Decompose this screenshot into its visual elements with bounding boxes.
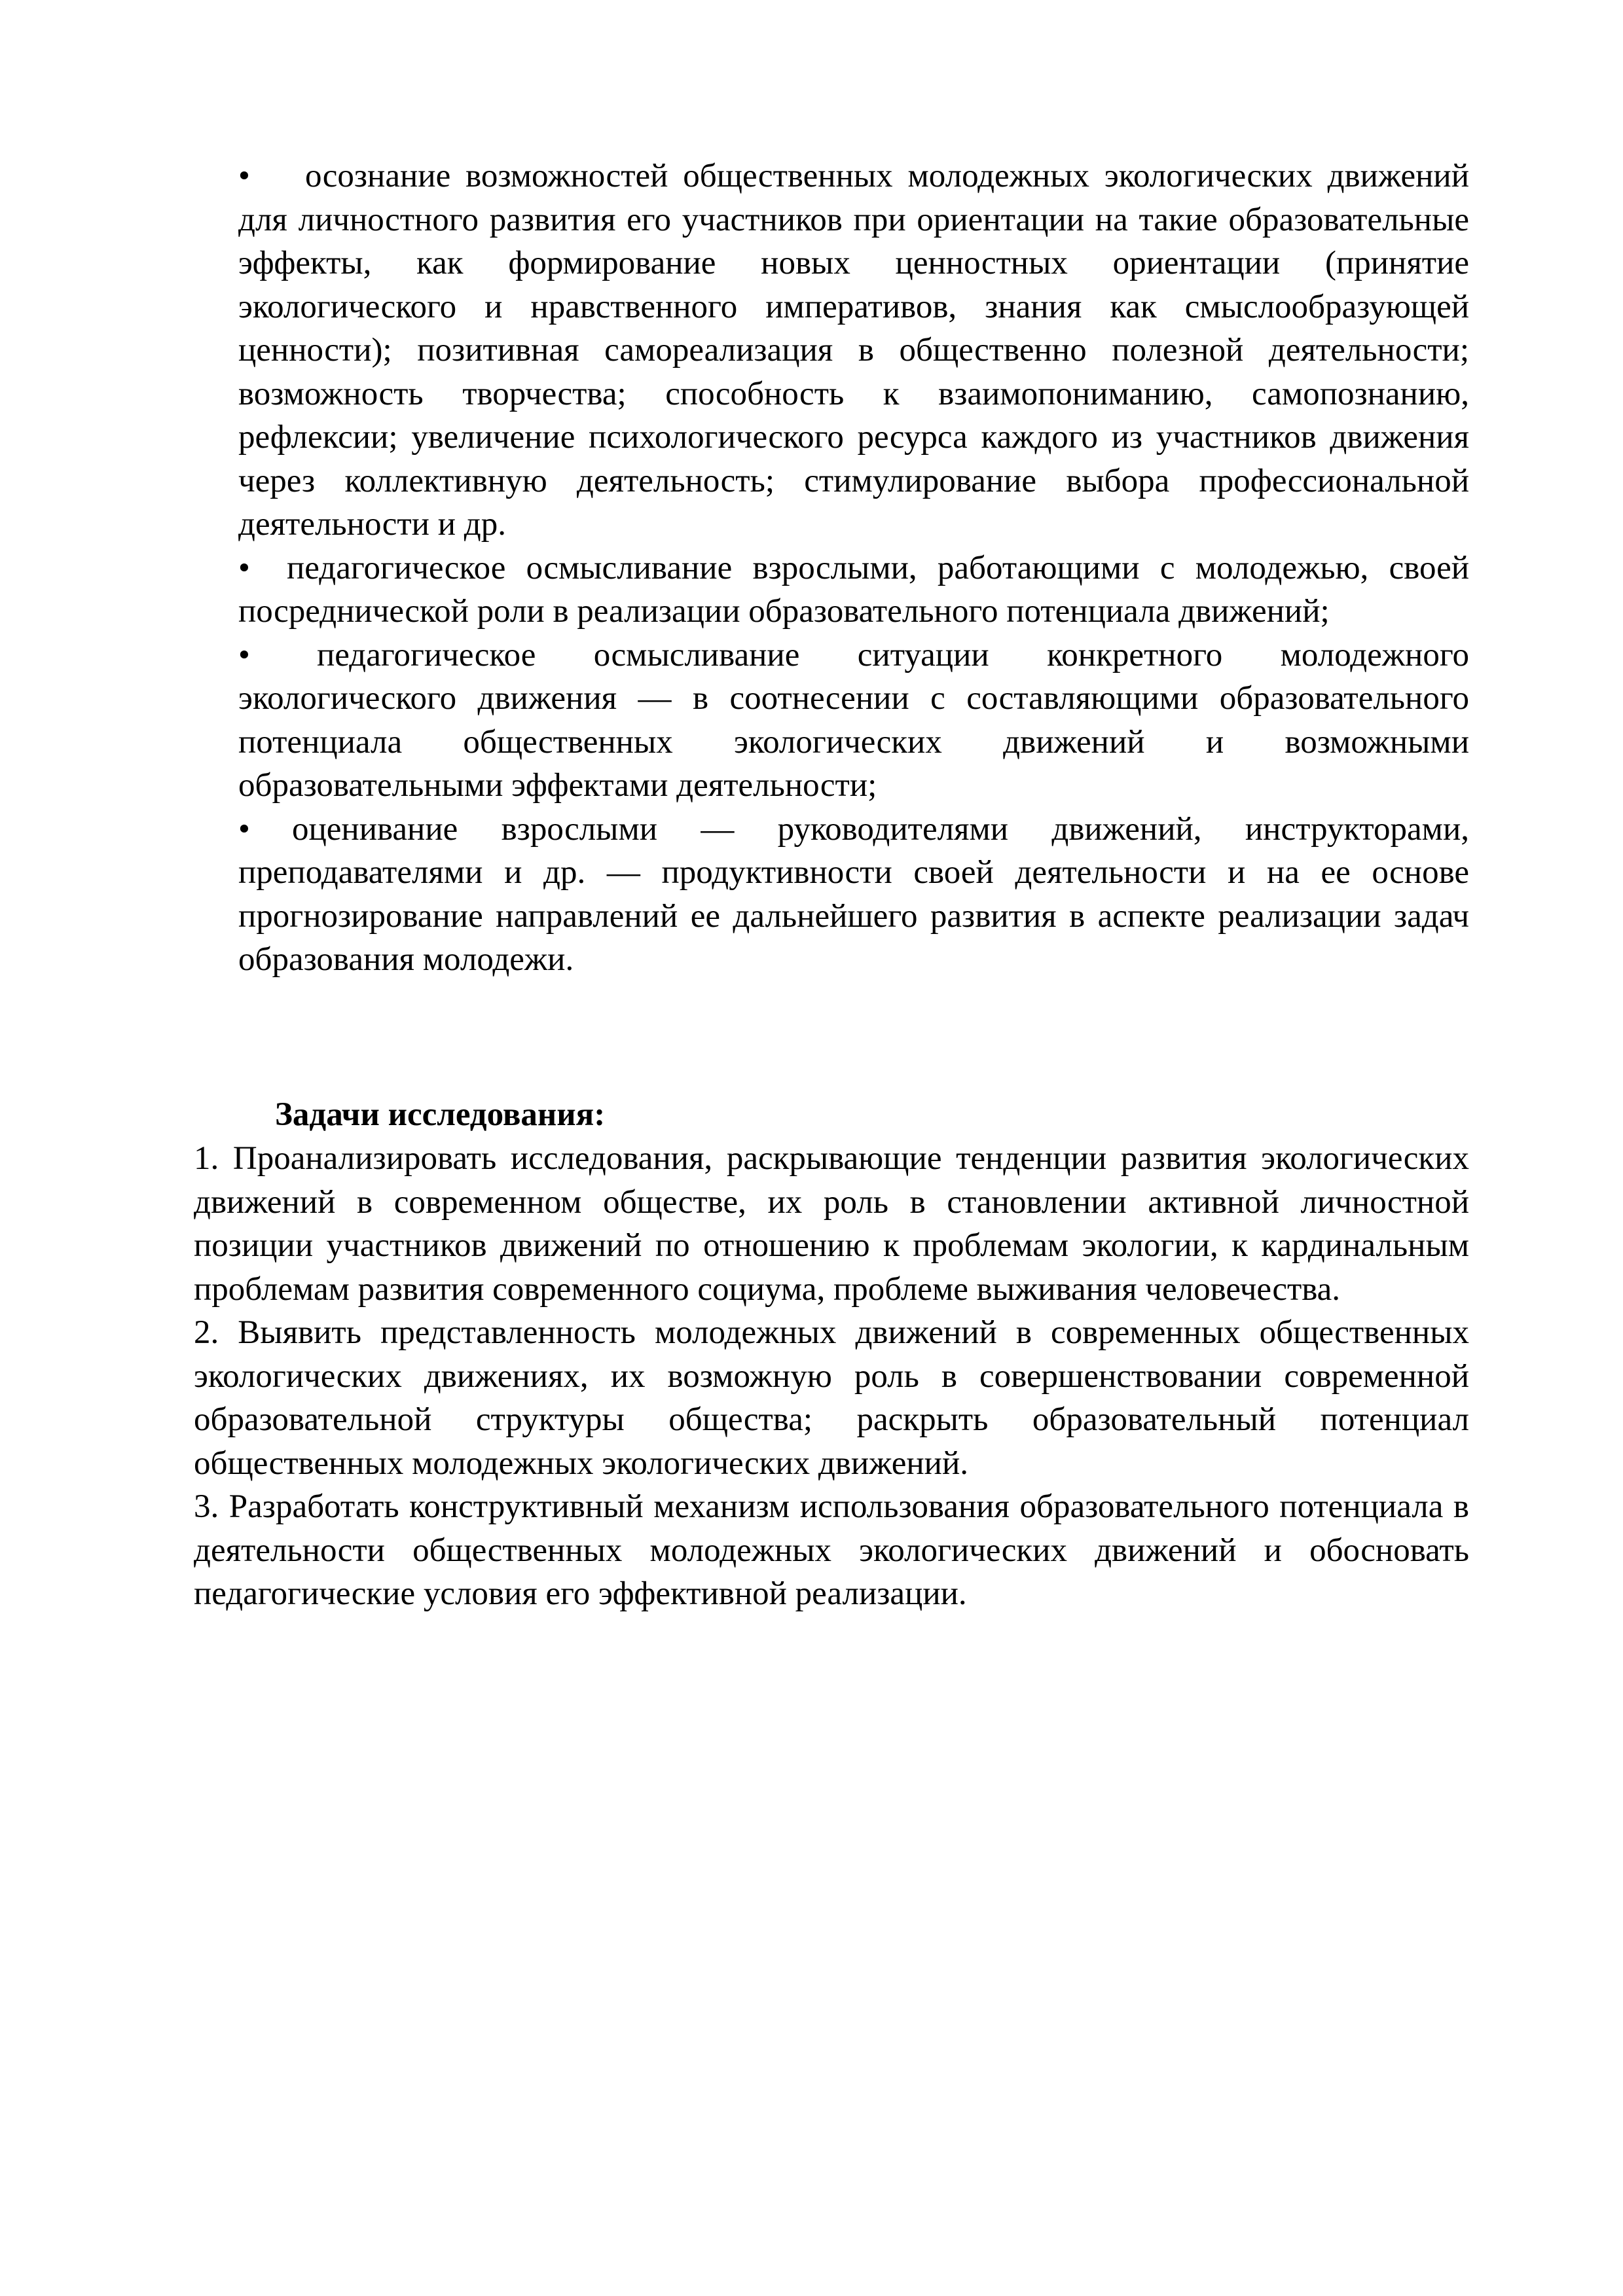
bullet-text: педагогическое осмысливание взрослыми, работающими с молодежью, своей посреднической роли в реализации образовательного потенциала движений; <box>238 549 1469 630</box>
task-item: 3. Разработать конструктивный механизм использования образовательного потенциала в деятельности общественных молодежных экологических движений и обосновать педагогические условия его эффективной реализации. <box>194 1488 1469 1612</box>
bullet-marker: • <box>238 549 250 586</box>
bullet-marker: • <box>238 810 250 848</box>
bullet-list <box>238 154 1469 982</box>
bullet-text: осознание возможностей общественных молодежных экологических движений для личностного развития его участников при ориентации на такие образовательные эффекты, как формирование новых ценностных ориентации (принятие экологического и нравственного императивов, знания как смыслообразующей ценности); позитивная самореализация в общественно полезной деятельности; возможность творчества; способность к взаимопониманию, самопознанию, рефлексии; увеличение психологического ресурса каждого из участников движения через коллективную деятельность; стимулирование выбора профессиональной деятельности и др. <box>238 158 1469 543</box>
task-item: 1. Проанализировать исследования, раскрывающие тенденции развития экологических движений в современном обществе, их роль в становлении активной личностной позиции участников движений по отношению к проблемам экологии, к кардинальным проблемам развития современного социума, проблеме выживания человечества. <box>194 1140 1469 1308</box>
bullet-marker: • <box>238 158 250 194</box>
bullet-item <box>238 634 1469 808</box>
task-item: 2. Выявить представленность молодежных движений в современных общественных экологических движениях, их возможную роль в совершенствовании современной образовательной структуры общества; раскрыть образовательный потенциал общественных молодежных экологических движений. <box>194 1314 1469 1482</box>
bullet-item <box>238 808 1469 982</box>
bullet-marker: • <box>238 636 250 673</box>
bullet-text: педагогическое осмысливание ситуации конкретного молодежного экологического движения — в соотнесении с составляющими образовательного потенциала общественных экологических движений и возможными образовательными эффектами деятельности; <box>238 636 1469 804</box>
tasks-heading: Задачи исследования: <box>275 1096 606 1133</box>
bullet-text: оценивание взрослыми — руководителями движений, инструкторами, преподавателями и др. — продуктивности своей деятельности и на ее основе прогнозирование направлений ее дальнейшего развития в аспекте реализации задач образования молодежи. <box>238 810 1469 978</box>
tasks-list <box>194 1137 1469 1616</box>
bullet-item <box>238 547 1469 634</box>
bullet-item <box>238 154 1469 547</box>
